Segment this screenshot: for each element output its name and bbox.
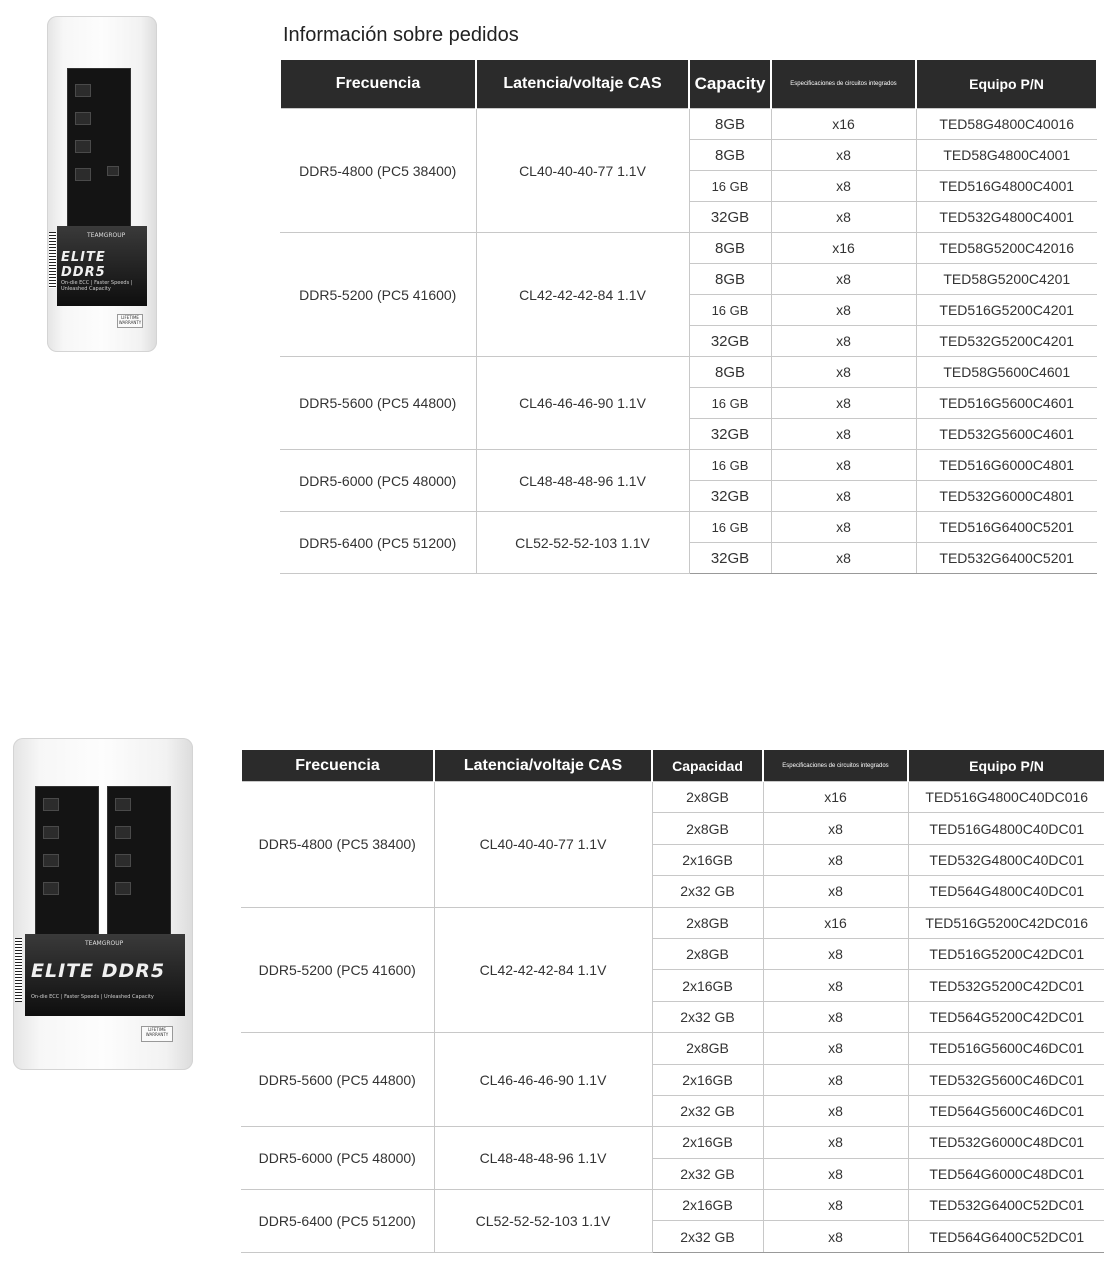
cell-latencia: CL42-42-42-84 1.1V (434, 907, 652, 1033)
cell-capacidad: 8GB (689, 264, 771, 295)
cell-capacidad: 2x8GB (652, 907, 763, 938)
cell-capacidad: 2x32 GB (652, 1158, 763, 1189)
cell-frecuencia: DDR5-5200 (PC5 41600) (241, 907, 434, 1033)
cell-part-number: TED532G5600C46DC01 (908, 1064, 1104, 1095)
header-circuitos: Especificaciones de circuitos integrados (771, 60, 916, 109)
cell-capacidad: 2x8GB (652, 782, 763, 813)
cell-frecuencia: DDR5-4800 (PC5 38400) (280, 109, 476, 233)
cell-part-number: TED532G5600C4601 (916, 419, 1097, 450)
table-header-row (280, 60, 1097, 109)
cell-circuitos: x8 (763, 1221, 908, 1252)
cell-latencia: CL42-42-42-84 1.1V (476, 233, 689, 357)
cell-capacidad: 8GB (689, 140, 771, 171)
ordering-table-single (279, 60, 1098, 574)
cell-circuitos: x8 (771, 171, 916, 202)
cell-capacidad: 16 GB (689, 450, 771, 481)
cell-part-number: TED516G5200C4201 (916, 295, 1097, 326)
cell-part-number: TED564G5200C42DC01 (908, 1001, 1104, 1032)
package-label-band (57, 226, 147, 306)
header-frecuencia: Frecuencia (280, 60, 476, 109)
cell-capacidad: 2x32 GB (652, 1001, 763, 1032)
cell-part-number: TED564G5600C46DC01 (908, 1095, 1104, 1126)
cell-part-number: TED516G5600C4601 (916, 388, 1097, 419)
cell-frecuencia: DDR5-6000 (PC5 48000) (241, 1127, 434, 1190)
cell-circuitos: x8 (771, 264, 916, 295)
cell-capacidad: 32GB (689, 326, 771, 357)
cell-circuitos: x8 (763, 844, 908, 875)
cell-circuitos: x8 (763, 1190, 908, 1221)
cell-latencia: CL52-52-52-103 1.1V (434, 1190, 652, 1253)
cell-latencia: CL40-40-40-77 1.1V (434, 782, 652, 908)
cell-circuitos: x8 (763, 1064, 908, 1095)
header-part-number: Equipo P/N (908, 750, 1104, 782)
cell-latencia: CL48-48-48-96 1.1V (476, 450, 689, 512)
cell-capacidad: 8GB (689, 109, 771, 140)
cell-part-number: TED58G4800C4001 (916, 140, 1097, 171)
cell-capacidad: 16 GB (689, 295, 771, 326)
cell-part-number: TED532G4800C40DC01 (908, 844, 1104, 875)
table-row (241, 1127, 1104, 1158)
table-row (280, 450, 1097, 481)
header-latencia: Latencia/voltaje CAS (476, 60, 689, 109)
cell-capacidad: 2x32 GB (652, 1221, 763, 1252)
cell-circuitos: x8 (763, 813, 908, 844)
cell-frecuencia: DDR5-4800 (PC5 38400) (241, 782, 434, 908)
cell-capacidad: 16 GB (689, 512, 771, 543)
table-row (241, 1190, 1104, 1221)
table-row (241, 1033, 1104, 1064)
cell-frecuencia: DDR5-5600 (PC5 44800) (241, 1033, 434, 1127)
cell-capacidad: 2x16GB (652, 844, 763, 875)
cell-circuitos: x8 (771, 295, 916, 326)
cell-circuitos: x8 (771, 326, 916, 357)
brand-text: TEAMGROUP (87, 232, 126, 239)
cell-circuitos: x8 (763, 1127, 908, 1158)
cell-part-number: TED532G6000C48DC01 (908, 1127, 1104, 1158)
cell-capacidad: 2x8GB (652, 1033, 763, 1064)
header-latencia: Latencia/voltaje CAS (434, 750, 652, 782)
cell-part-number: TED516G6000C4801 (916, 450, 1097, 481)
cell-part-number: TED516G5200C42DC01 (908, 938, 1104, 969)
cell-part-number: TED532G5200C42DC01 (908, 970, 1104, 1001)
warranty-badge: LIFETIME WARRANTY (141, 1026, 173, 1042)
cell-part-number: TED516G5200C42DC016 (908, 907, 1104, 938)
cell-latencia: CL46-46-46-90 1.1V (476, 357, 689, 450)
cell-capacidad: 2x16GB (652, 1190, 763, 1221)
cell-part-number: TED516G4800C4001 (916, 171, 1097, 202)
cell-part-number: TED564G4800C40DC01 (908, 876, 1104, 907)
cell-capacidad: 16 GB (689, 171, 771, 202)
cell-part-number: TED58G5200C42016 (916, 233, 1097, 264)
cell-part-number: TED58G4800C40016 (916, 109, 1097, 140)
cell-part-number: TED516G5600C46DC01 (908, 1033, 1104, 1064)
cell-capacidad: 2x16GB (652, 1127, 763, 1158)
cell-part-number: TED58G5200C4201 (916, 264, 1097, 295)
warranty-badge: LIFETIME WARRANTY (117, 314, 143, 328)
header-capacidad: Capacidad (652, 750, 763, 782)
cell-capacidad: 32GB (689, 419, 771, 450)
cell-frecuencia: DDR5-6400 (PC5 51200) (280, 512, 476, 574)
cell-part-number: TED532G4800C4001 (916, 202, 1097, 233)
cell-part-number: TED564G6400C52DC01 (908, 1221, 1104, 1252)
cell-capacidad: 16 GB (689, 388, 771, 419)
cell-capacidad: 2x32 GB (652, 876, 763, 907)
table-header-row (241, 750, 1104, 782)
cell-part-number: TED532G6400C52DC01 (908, 1190, 1104, 1221)
cell-circuitos: x8 (771, 202, 916, 233)
package-tagline: On-die ECC | Faster Speeds | Unleashed Capacity (31, 994, 154, 1000)
cell-part-number: TED564G6000C48DC01 (908, 1158, 1104, 1189)
product-logo: ELITE DDR5 (31, 960, 166, 982)
cell-part-number: TED532G6000C4801 (916, 481, 1097, 512)
cell-circuitos: x8 (763, 1158, 908, 1189)
cell-part-number: TED532G6400C5201 (916, 543, 1097, 574)
cell-circuitos: x8 (771, 481, 916, 512)
cell-latencia: CL52-52-52-103 1.1V (476, 512, 689, 574)
package-label-band (25, 934, 185, 1016)
cell-circuitos: x8 (771, 450, 916, 481)
cell-circuitos: x8 (763, 1033, 908, 1064)
cell-circuitos: x8 (771, 388, 916, 419)
table-row (280, 512, 1097, 543)
header-frecuencia: Frecuencia (241, 750, 434, 782)
cell-capacidad: 32GB (689, 543, 771, 574)
cell-circuitos: x8 (763, 970, 908, 1001)
cell-circuitos: x8 (763, 1001, 908, 1032)
cell-capacidad: 2x16GB (652, 970, 763, 1001)
cell-frecuencia: DDR5-6000 (PC5 48000) (280, 450, 476, 512)
header-capacidad: Capacity (689, 60, 771, 109)
cell-part-number: TED516G6400C5201 (916, 512, 1097, 543)
cell-circuitos: x8 (763, 938, 908, 969)
package-tagline: On-die ECC | Faster Speeds | Unleashed Capacity (61, 280, 133, 292)
table-row (280, 233, 1097, 264)
cell-circuitos: x8 (763, 1095, 908, 1126)
cell-circuitos: x8 (771, 357, 916, 388)
table-row (280, 109, 1097, 140)
cell-frecuencia: DDR5-5200 (PC5 41600) (280, 233, 476, 357)
cell-circuitos: x16 (771, 233, 916, 264)
cell-circuitos: x16 (771, 109, 916, 140)
cell-capacidad: 32GB (689, 202, 771, 233)
cell-part-number: TED58G5600C4601 (916, 357, 1097, 388)
cell-part-number: TED516G4800C40DC01 (908, 813, 1104, 844)
brand-text: TEAMGROUP (85, 940, 124, 947)
cell-capacidad: 2x32 GB (652, 1095, 763, 1126)
cell-circuitos: x8 (771, 512, 916, 543)
cell-capacidad: 2x8GB (652, 813, 763, 844)
cell-circuitos: x8 (763, 876, 908, 907)
cell-frecuencia: DDR5-5600 (PC5 44800) (280, 357, 476, 450)
cell-circuitos: x16 (763, 907, 908, 938)
table-row (280, 357, 1097, 388)
cell-capacidad: 2x16GB (652, 1064, 763, 1095)
product-image-single-module (47, 16, 157, 352)
cell-capacidad: 8GB (689, 233, 771, 264)
header-part-number: Equipo P/N (916, 60, 1097, 109)
page-title: Información sobre pedidos (283, 24, 519, 46)
ordering-table-kit (240, 750, 1104, 1253)
product-logo: ELITE DDR5 (61, 250, 106, 280)
cell-capacidad: 2x8GB (652, 938, 763, 969)
cell-circuitos: x8 (771, 419, 916, 450)
table-row (241, 782, 1104, 813)
cell-frecuencia: DDR5-6400 (PC5 51200) (241, 1190, 434, 1253)
product-image-dual-module (13, 738, 193, 1070)
header-circuitos: Especificaciones de circuitos integrados (763, 750, 908, 782)
table-row (241, 907, 1104, 938)
cell-circuitos: x8 (771, 543, 916, 574)
cell-capacidad: 8GB (689, 357, 771, 388)
cell-circuitos: x8 (771, 140, 916, 171)
cell-part-number: TED516G4800C40DC016 (908, 782, 1104, 813)
cell-part-number: TED532G5200C4201 (916, 326, 1097, 357)
cell-capacidad: 32GB (689, 481, 771, 512)
cell-latencia: CL40-40-40-77 1.1V (476, 109, 689, 233)
cell-circuitos: x16 (763, 782, 908, 813)
cell-latencia: CL48-48-48-96 1.1V (434, 1127, 652, 1190)
cell-latencia: CL46-46-46-90 1.1V (434, 1033, 652, 1127)
